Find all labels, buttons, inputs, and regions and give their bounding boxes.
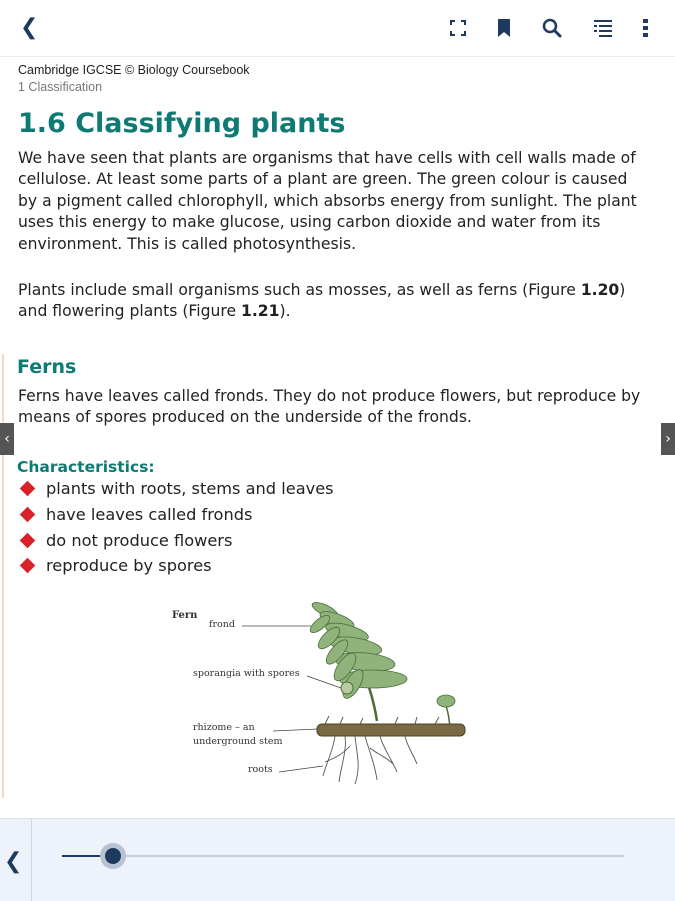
divider [31,819,32,901]
fern-figure [165,596,475,786]
fullscreen-icon[interactable] [446,16,470,40]
plants-paragraph [18,280,648,323]
back-button[interactable]: ❮ [20,15,39,40]
page-progress-slider[interactable] [62,855,624,857]
diamond-bullet-icon [20,558,36,574]
previous-page-arrow[interactable]: ‹ [0,423,14,455]
list-item [18,476,334,502]
top-toolbar [0,0,675,57]
diamond-bullet-icon [20,507,36,523]
label-roots: roots [248,764,273,775]
label-rhizome-line-2: underground stem [193,736,283,747]
collapse-nav-button[interactable]: ❮ [4,849,23,874]
plants-text-b: ) and flowering plants (Figure [18,281,626,321]
page-progress-thumb[interactable] [100,843,126,869]
figure-ref-1-21: 1.21 [241,302,280,321]
plants-text-c: ). [279,302,291,321]
book-title: Cambridge IGCSE © Biology Coursebook [18,63,250,77]
list-item-text: have leaves called fronds [46,504,253,524]
table-of-contents-icon[interactable] [591,16,615,40]
bookmark-icon[interactable] [492,16,516,40]
more-vertical-icon[interactable] [634,16,658,40]
next-page-arrow[interactable]: › [661,423,675,455]
list-item-text: plants with roots, stems and leaves [46,479,334,498]
page-title: 1.6 Classifying plants [18,108,346,139]
characteristics-title: Characteristics: [17,458,155,476]
characteristics-list [18,476,334,579]
diamond-bullet-icon [20,532,36,548]
label-rhizome-line-1: rhizome – an [193,722,255,733]
plants-text-a: Plants include small organisms such as mosses, as well as ferns (Figure [18,281,581,299]
figure-ref-1-20: 1.20 [580,281,620,299]
section-margin-rule [2,354,4,798]
reader-content [0,108,675,798]
label-sporangia: sporangia with spores [193,668,300,679]
chapter-title: 1 Classification [18,80,103,94]
breadcrumb [18,63,250,94]
diamond-bullet-icon [20,481,36,497]
list-item-text: reproduce by spores [46,556,212,576]
ferns-heading: Ferns [17,356,77,378]
list-item [18,502,334,528]
list-item [18,553,334,579]
figure-heading: Fern [172,610,198,621]
list-item [18,528,334,554]
bottom-navigation-bar [0,818,675,901]
list-item-text: do not produce flowers [46,530,233,550]
label-frond: frond [209,619,235,630]
ferns-paragraph: Ferns have leaves called fronds. They do not produce flowers, but reproduce by means of spores produced on the underside of the fronds. [18,387,641,427]
intro-paragraph: We have seen that plants are organisms that have cells with cell walls made of cellulose. At least some parts of a plant are green. The green colour is caused by a pigment called chlorophyll, which absorbs energy from sunlight. The plant uses this energy to make glucose, using carbon dioxide and water from its environment. This is called photosynthesis. [18,149,637,253]
search-icon[interactable] [540,16,564,40]
